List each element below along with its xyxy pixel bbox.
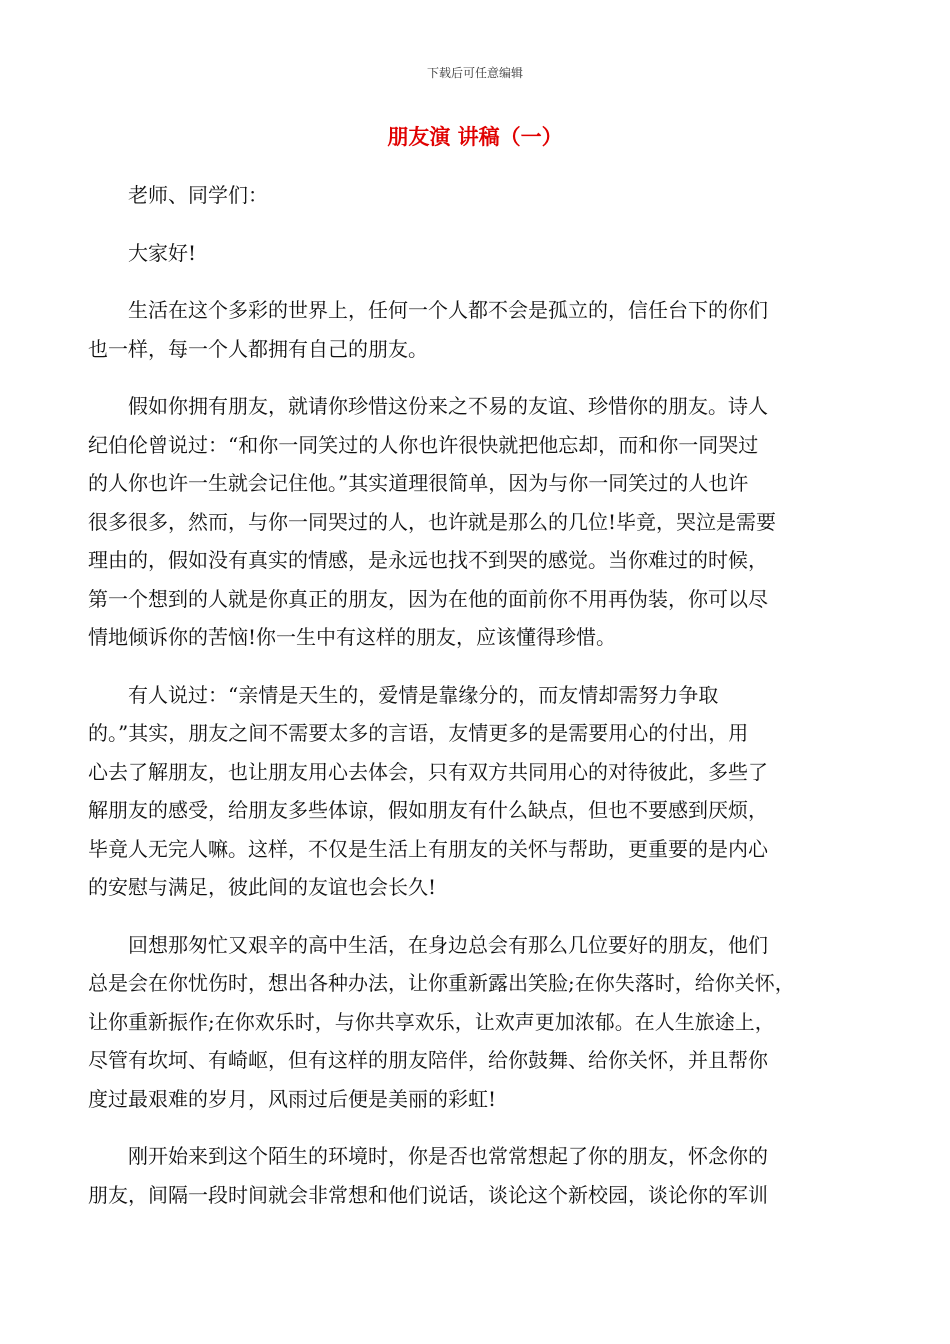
text-line: 很多很多，然而，与你一同哭过的人，也许就是那么的几位!毕竟，哭泣是需要 <box>88 509 777 534</box>
text-line: 让你重新振作;在你欢乐时，与你共享欢乐，让欢声更加浓郁。在人生旅途上， <box>88 1009 775 1034</box>
text-line: 也一样，每一个人都拥有自己的朋友。 <box>88 336 428 361</box>
paragraph <box>88 1137 863 1214</box>
text-line: 有人说过：“亲情是天生的，爱情是靠缘分的，而友情却需努力争取 <box>128 682 719 707</box>
paragraph-salutation <box>88 176 863 215</box>
paragraph <box>88 291 863 368</box>
text-line: 回想那匆忙又艰辛的高中生活，在身边总会有那么几位要好的朋友，他们 <box>128 932 768 957</box>
text-line: 心去了解朋友，也让朋友用心去体会，只有双方共同用心的对待彼此，多些了 <box>88 759 768 784</box>
text-line: 理由的，假如没有真实的情感，是永远也找不到哭的感觉。当你难过的时候， <box>88 548 768 572</box>
paragraph <box>88 387 863 657</box>
text-line: 的人你也许一生就会记住他。”其实道理很简单，因为与你一同笑过的人也许 <box>88 471 749 495</box>
text-line: 的。”其实，朋友之间不需要太多的言语，友情更多的是需要用心的付出，用 <box>88 721 749 745</box>
document-title: 朋友演 讲稿（一） <box>387 124 563 149</box>
text-line: 第一个想到的人就是你真正的朋友，因为在他的面前你不用再伪装，你可以尽 <box>88 586 768 611</box>
text-line: 毕竟人无完人嘛。这样，不仅是生活上有朋友的关怀与帮助，更重要的是内心 <box>88 836 768 861</box>
paragraph-greeting <box>88 234 863 273</box>
text-line: 刚开始来到这个陌生的环境时，你是否也常常想起了你的朋友，怀念你的 <box>128 1144 768 1168</box>
text-line: 老师、同学们： <box>128 183 268 207</box>
text-line: 纪伯伦曾说过：“和你一同笑过的人你也许很快就把他忘却，而和你一同哭过 <box>88 432 759 457</box>
paragraph <box>88 676 863 907</box>
text-line: 情地倾诉你的苦恼!你一生中有这样的朋友，应该懂得珍惜。 <box>88 625 617 649</box>
text-line: 解朋友的感受，给朋友多些体谅，假如朋友有什么缺点，但也不要感到厌烦， <box>88 798 768 822</box>
document-body <box>88 176 863 1233</box>
text-line: 假如你拥有朋友，就请你珍惜这份来之不易的友谊、珍惜你的朋友。诗人 <box>128 394 768 418</box>
text-line: 总是会在你忧伤时，想出各种办法，让你重新露出笑脸;在你失落时，给你关怀， <box>88 971 795 995</box>
text-line: 大家好! <box>128 240 197 265</box>
page-header: 下载后可任意编辑 <box>426 66 523 80</box>
paragraph <box>88 926 863 1119</box>
text-line: 度过最艰难的岁月，风雨过后便是美丽的彩虹! <box>88 1086 497 1111</box>
text-line: 的安慰与满足，彼此间的友谊也会长久! <box>88 875 437 899</box>
text-line: 生活在这个多彩的世界上，任何一个人都不会是孤立的，信任台下的你们 <box>128 298 768 322</box>
text-line: 尽管有坎坷、有崎岖，但有这样的朋友陪伴，给你鼓舞、给你关怀，并且帮你 <box>88 1048 768 1072</box>
text-line: 朋友，间隔一段时间就会非常想和他们说话，谈论这个新校园，谈论你的军训 <box>88 1182 768 1207</box>
